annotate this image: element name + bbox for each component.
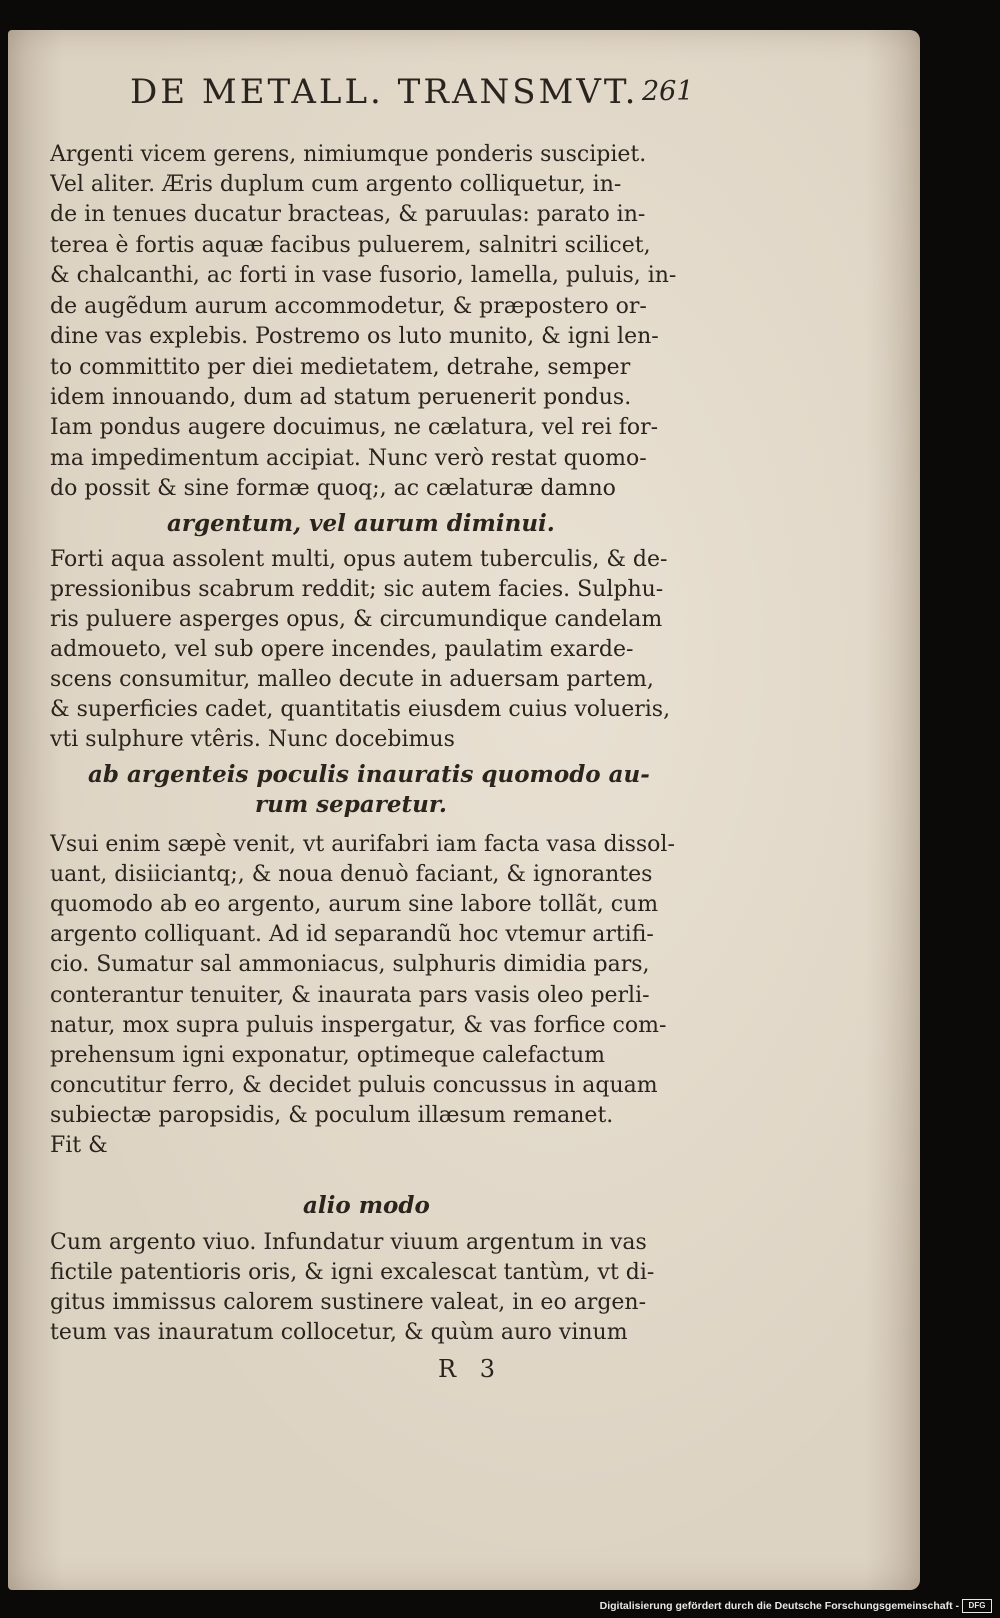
signature-mark: R 3: [438, 1355, 503, 1383]
text-line: Vel aliter. Æris duplum cum argento colliquetur, in-: [50, 172, 622, 197]
text-line: Forti aqua assolent multi, opus autem tuberculis, & de-: [50, 547, 668, 572]
text-line: do possit & sine formæ quoq;, ac cælaturæ damno: [50, 476, 616, 501]
text-line: Argenti vicem gerens, nimiumque ponderis suscipiet.: [50, 142, 647, 167]
text-line: scens consumitur, malleo decute in aduersam partem,: [50, 667, 654, 692]
text-line: terea è fortis aquæ facibus puluerem, salnitri scilicet,: [50, 233, 651, 258]
text-line: de in tenues ducatur bracteas, & paruulas: parato in-: [50, 202, 646, 227]
section-heading: alio modo: [303, 1192, 430, 1219]
text-line: vti sulphure vtêris. Nunc docebimus: [50, 727, 455, 752]
text-line: uant, disiiciantq;, & noua denuò faciant, & ignorantes: [50, 862, 653, 887]
text-line: ris puluere asperges opus, & circumundique candelam: [50, 607, 663, 632]
text-line: argento colliquant. Ad id separandũ hoc vtemur artifi-: [50, 922, 654, 947]
text-line: Iam pondus augere docuimus, ne cælatura, vel rei for-: [50, 415, 659, 440]
text-line: natur, mox supra puluis inspergatur, & vas forfice com-: [50, 1013, 667, 1038]
text-line: dine vas explebis. Postremo os luto munito, & igni len-: [50, 324, 659, 349]
running-header: DE METALL. TRANSMVT.: [130, 72, 639, 112]
text-line: & chalcanthi, ac forti in vase fusorio, lamella, puluis, in-: [50, 263, 677, 288]
section-heading: ab argenteis poculis inauratis quomodo au-: [88, 761, 650, 788]
text-line: concutitur ferro, & decidet puluis concussus in aquam: [50, 1073, 658, 1098]
text-line: & superficies cadet, quantitatis eiusdem cuius volueris,: [50, 697, 671, 722]
text-line: ma impedimentum accipiat. Nunc verò restat quomo-: [50, 446, 647, 471]
text-line: cio. Sumatur sal ammoniacus, sulphuris dimidia pars,: [50, 952, 650, 977]
text-line: admoueto, vel sub opere incendes, paulatim exarde-: [50, 637, 634, 662]
text-line: conterantur tenuiter, & inaurata pars vasis oleo perli-: [50, 983, 650, 1008]
text-line: gitus immissus calorem sustinere valeat, in eo argen-: [50, 1290, 647, 1315]
text-line: Cum argento viuo. Infundatur viuum argentum in vas: [50, 1230, 647, 1255]
text-line: quomodo ab eo argento, aurum sine labore tollãt, cum: [50, 892, 659, 917]
section-heading: rum separetur.: [255, 791, 447, 818]
text-line: fictile patentioris oris, & igni excalescat tantùm, vt di-: [50, 1260, 655, 1285]
digitization-credit: [600, 1599, 992, 1613]
text-line: Vsui enim sæpè venit, vt aurifabri iam facta vasa dissol-: [50, 832, 675, 857]
text-line: teum vas inauratum collocetur, & quùm auro vinum: [50, 1320, 628, 1345]
text-line: subiectæ paropsidis, & poculum illæsum remanet.: [50, 1103, 614, 1128]
text-line: idem innouando, dum ad statum peruenerit pondus.: [50, 385, 632, 410]
text-line: to committito per diei medietatem, detrahe, semper: [50, 355, 631, 380]
text-line: prehensum igni exponatur, optimeque calefactum: [50, 1043, 606, 1068]
text-line: pressionibus scabrum reddit; sic autem facies. Sulphu-: [50, 577, 664, 602]
text-line: de augẽdum aurum accommodetur, & præpostero or-: [50, 294, 647, 319]
section-heading: argentum, vel aurum diminui.: [167, 510, 555, 537]
text-line: Fit &: [50, 1133, 108, 1158]
dfg-logo-icon: DFG: [962, 1599, 992, 1613]
credit-text: Digitalisierung gefördert durch die Deutsche Forschungsgemeinschaft -: [599, 1600, 959, 1612]
page-number: 261: [642, 76, 694, 107]
